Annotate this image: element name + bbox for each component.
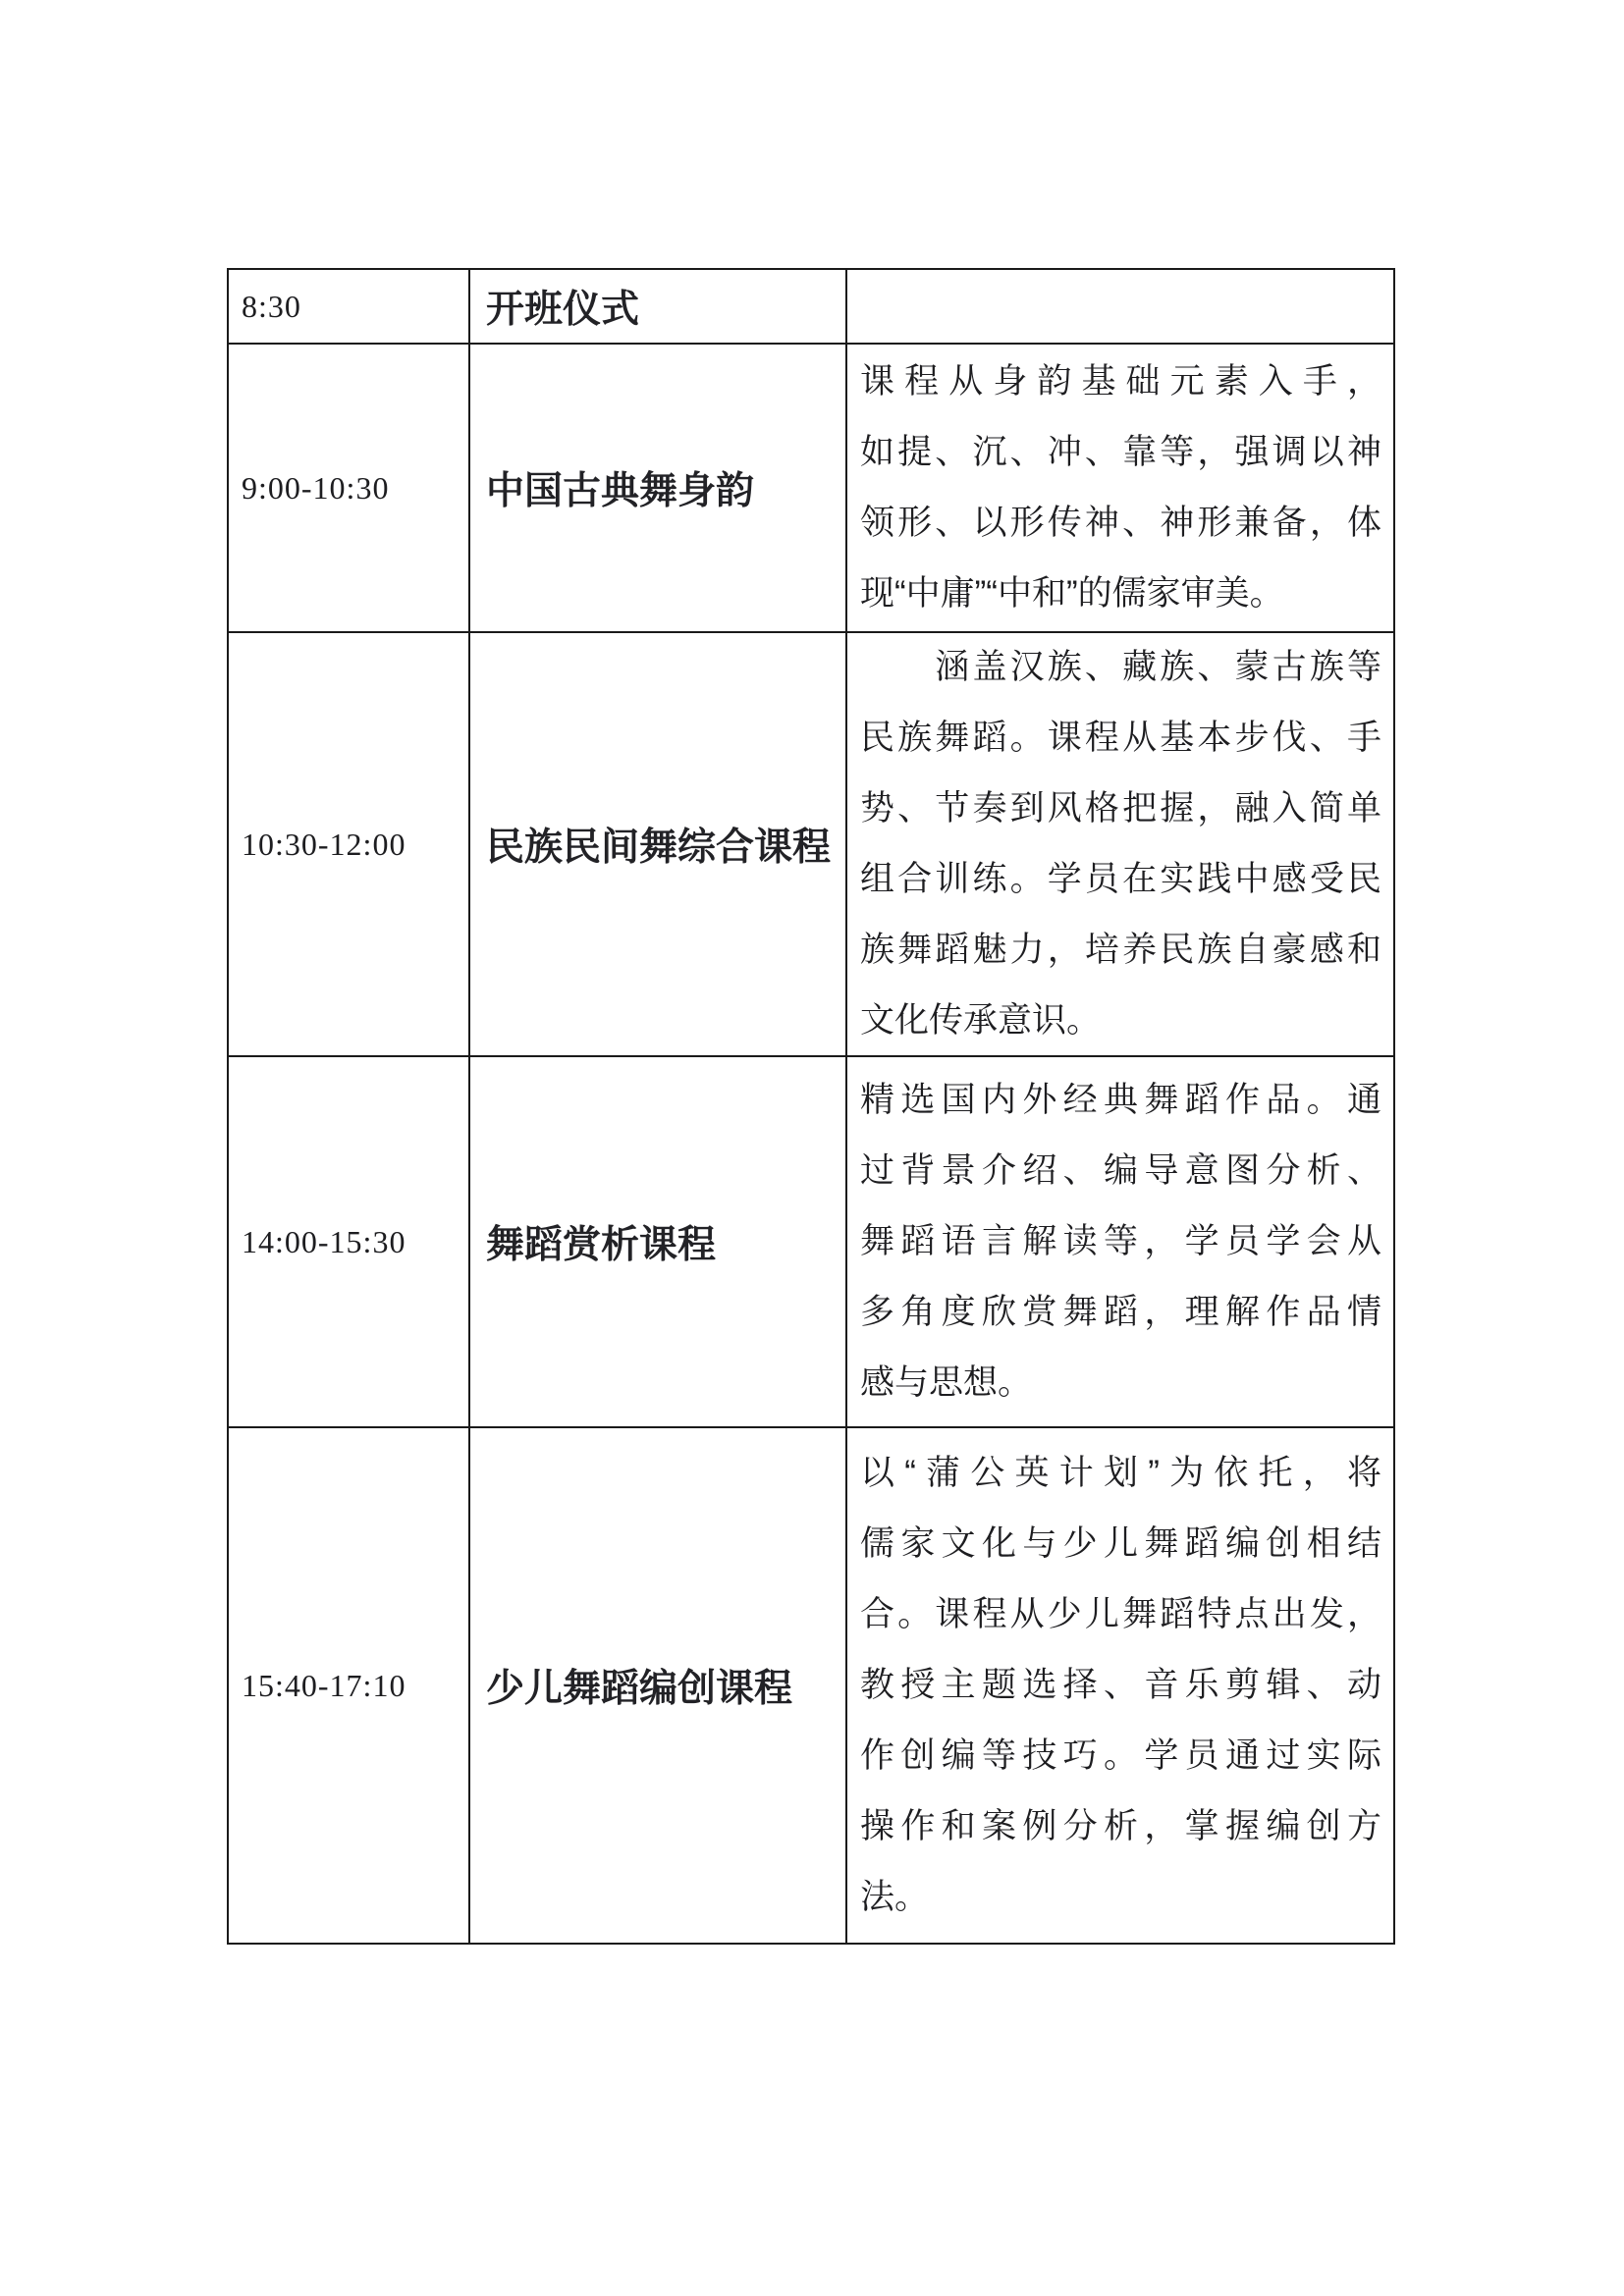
description-line: 课程从身韵基础元素入手， <box>860 362 1381 400</box>
description-cell <box>847 1057 1393 1428</box>
course-cell <box>470 1057 847 1428</box>
description-line: 教授主题选择、音乐剪辑、动 <box>860 1666 1381 1704</box>
table-row <box>229 270 1393 345</box>
description-line: 民族舞蹈。课程从基本步伐、手 <box>860 719 1381 757</box>
course-cell <box>470 1428 847 1943</box>
description-line: 以“蒲公英计划”为依托，将 <box>860 1454 1381 1492</box>
time-label: 8:30 <box>242 288 301 324</box>
time-cell <box>229 1428 470 1943</box>
time-cell <box>229 633 470 1057</box>
description-line: 合。课程从少儿舞蹈特点出发， <box>860 1595 1381 1633</box>
description-line: 涵盖汉族、藏族、蒙古族等 <box>860 648 1381 686</box>
course-title: 少儿舞蹈编创课程 <box>486 1668 793 1710</box>
table-row <box>229 633 1393 1057</box>
course-title: 中国古典舞身韵 <box>486 470 755 512</box>
description-line: 文化传承意识。 <box>860 1001 1102 1040</box>
description-line: 儒家文化与少儿舞蹈编创相结 <box>860 1524 1381 1563</box>
time-cell <box>229 270 470 345</box>
table-row <box>229 1057 1393 1428</box>
description-line: 势、节奏到风格把握，融入简单 <box>860 789 1381 828</box>
description-line: 精选国内外经典舞蹈作品。通 <box>860 1081 1381 1119</box>
description-line: 法。 <box>860 1878 930 1916</box>
course-cell <box>470 270 847 345</box>
description-line: 族舞蹈魅力，培养民族自豪感和 <box>860 931 1381 969</box>
description-line: 如提、沉、冲、靠等，强调以神 <box>860 433 1381 471</box>
description-line: 感与思想。 <box>860 1363 1033 1402</box>
time-label: 15:40-17:10 <box>242 1667 406 1703</box>
description-line: 领形、以形传神、神形兼备，体 <box>860 504 1381 542</box>
description-cell <box>847 633 1393 1057</box>
course-title: 舞蹈赏析课程 <box>486 1224 717 1266</box>
description-line: 过背景介绍、编导意图分析、 <box>860 1151 1381 1190</box>
description-line: 现“中庸”“中和”的儒家审美。 <box>860 574 1284 613</box>
time-label: 10:30-12:00 <box>242 826 406 862</box>
description-line: 舞蹈语言解读等，学员学会从 <box>860 1222 1381 1260</box>
course-cell <box>470 633 847 1057</box>
table-row <box>229 1428 1393 1943</box>
description-line: 操作和案例分析，掌握编创方 <box>860 1807 1381 1845</box>
course-title: 开班仪式 <box>486 289 640 331</box>
course-title: 民族民间舞综合课程 <box>486 827 832 869</box>
description-cell <box>847 270 1393 345</box>
schedule-table <box>227 268 1395 1945</box>
table-row <box>229 345 1393 633</box>
course-cell <box>470 345 847 633</box>
description-cell <box>847 345 1393 633</box>
time-label: 14:00-15:30 <box>242 1223 406 1259</box>
description-line: 组合训练。学员在实践中感受民 <box>860 860 1381 898</box>
description-line: 多角度欣赏舞蹈，理解作品情 <box>860 1293 1381 1331</box>
time-cell <box>229 345 470 633</box>
time-label: 9:00-10:30 <box>242 469 390 506</box>
description-cell <box>847 1428 1393 1943</box>
description-line: 作创编等技巧。学员通过实际 <box>860 1736 1381 1775</box>
time-cell <box>229 1057 470 1428</box>
